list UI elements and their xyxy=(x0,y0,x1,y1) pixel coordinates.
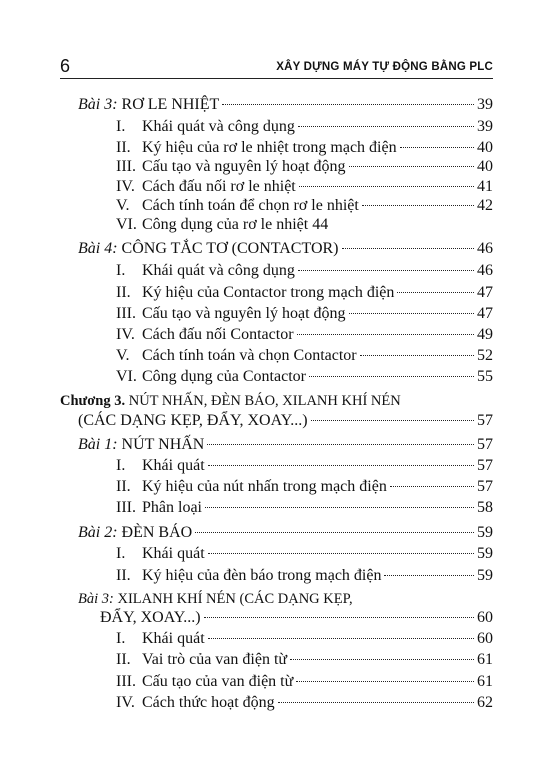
lesson-title: XILANH KHÍ NÉN (CÁC DẠNG KẸP, xyxy=(117,591,353,607)
page-ref: 47 xyxy=(477,284,493,301)
toc-item[interactable] xyxy=(116,347,493,365)
toc-lesson-3-cylinder-line2[interactable] xyxy=(100,609,493,627)
page-ref: 49 xyxy=(477,326,493,343)
toc-item[interactable] xyxy=(116,216,328,234)
toc-item[interactable] xyxy=(116,305,493,323)
toc-lesson-2-indicator-light[interactable] xyxy=(78,524,493,542)
page-ref: 52 xyxy=(477,347,493,364)
dot-leader xyxy=(290,659,474,660)
dot-leader xyxy=(207,444,474,445)
item-number: II. xyxy=(116,651,131,668)
toc-lesson-1-push-button[interactable] xyxy=(78,436,493,454)
item-number: I. xyxy=(116,118,126,135)
page-ref: 47 xyxy=(477,305,493,322)
dot-leader xyxy=(208,553,474,554)
lesson-title: RƠ LE NHIỆT xyxy=(121,96,220,113)
toc-lesson-3-cylinder-line1[interactable] xyxy=(78,591,353,608)
item-number: VI. xyxy=(116,368,137,385)
page-ref: 59 xyxy=(477,567,493,584)
toc-item[interactable] xyxy=(116,457,493,475)
item-number: III. xyxy=(116,673,136,690)
lesson-title-cont: ĐẨY, XOAY...) xyxy=(100,609,201,626)
page-ref: 57 xyxy=(477,457,493,474)
toc-item[interactable] xyxy=(116,178,493,196)
page-ref: 60 xyxy=(477,609,493,626)
page-ref: 61 xyxy=(477,673,493,690)
lesson-prefix: Bài 1: xyxy=(78,436,118,453)
toc-lesson-3-thermal-relay[interactable] xyxy=(78,96,493,114)
dot-leader xyxy=(309,376,474,377)
toc-item[interactable] xyxy=(116,673,493,691)
item-number: IV. xyxy=(116,694,135,711)
item-title: Khái quát và công dụng xyxy=(142,262,295,279)
item-title: Cách thức hoạt động xyxy=(142,694,275,711)
item-number: IV. xyxy=(116,178,135,195)
page-ref: 62 xyxy=(477,694,493,711)
page-ref: 55 xyxy=(477,368,493,385)
page-ref: 40 xyxy=(477,139,493,156)
toc-item[interactable] xyxy=(116,567,493,585)
toc-item[interactable] xyxy=(116,118,493,136)
running-header xyxy=(60,52,493,79)
dot-leader xyxy=(298,270,474,271)
item-number: IV. xyxy=(116,326,135,343)
dot-leader xyxy=(384,575,474,576)
chapter-prefix: Chương 3. xyxy=(60,393,126,409)
item-title: Vai trò của van điện từ xyxy=(142,651,288,668)
dot-leader xyxy=(349,313,474,314)
item-title: Khái quát và công dụng xyxy=(142,118,295,135)
dot-leader xyxy=(360,355,474,356)
lesson-title: ĐÈN BÁO xyxy=(121,524,193,541)
dot-leader xyxy=(296,681,474,682)
item-title: Cấu tạo và nguyên lý hoạt động xyxy=(142,305,346,322)
lesson-prefix: Bài 3: xyxy=(78,96,118,113)
lesson-prefix: Bài 3: xyxy=(78,591,114,607)
item-title: Khái quát xyxy=(142,457,205,474)
item-number: II. xyxy=(116,567,131,584)
page-ref: 59 xyxy=(477,524,493,541)
toc-item[interactable] xyxy=(116,545,493,563)
item-number: I. xyxy=(116,457,126,474)
item-title: Cấu tạo và nguyên lý hoạt động xyxy=(142,158,346,175)
page-ref: 39 xyxy=(477,96,493,113)
toc-chapter-3-line1[interactable] xyxy=(60,393,401,410)
book-title: XÂY DỰNG MÁY TỰ ĐỘNG BẰNG PLC xyxy=(276,61,493,73)
dot-leader xyxy=(297,334,474,335)
item-title: Phân loại xyxy=(142,499,202,516)
dot-leader xyxy=(362,205,474,206)
dot-leader xyxy=(278,702,474,703)
item-title: Khái quát xyxy=(142,545,205,562)
item-title: Ký hiệu của đèn báo trong mạch điện xyxy=(142,567,382,584)
dot-leader xyxy=(311,420,474,421)
toc-item[interactable] xyxy=(116,197,493,215)
page-ref: 40 xyxy=(477,158,493,175)
toc-item[interactable] xyxy=(116,139,493,157)
toc-item[interactable] xyxy=(116,499,493,517)
lesson-prefix: Bài 2: xyxy=(78,524,118,541)
toc-item[interactable] xyxy=(116,630,493,648)
item-number: I. xyxy=(116,545,126,562)
dot-leader xyxy=(342,248,475,249)
item-title: Cấu tạo của van điện từ xyxy=(142,673,294,690)
item-title: Cách đấu nối rơ le nhiệt xyxy=(142,178,296,195)
item-number: II. xyxy=(116,139,131,156)
chapter-title-cont: (CÁC DẠNG KẸP, ĐẨY, XOAY...) xyxy=(78,412,308,429)
item-number: V. xyxy=(116,197,130,214)
page-ref: 57 xyxy=(477,478,493,495)
toc-item[interactable] xyxy=(116,326,493,344)
item-number: II. xyxy=(116,284,131,301)
item-title: Ký hiệu của Contactor trong mạch điện xyxy=(142,284,395,301)
lesson-prefix: Bài 4: xyxy=(78,240,118,257)
page-ref: 60 xyxy=(477,630,493,647)
item-title: Công dụng của Contactor xyxy=(142,368,306,385)
item-title: Ký hiệu của rơ le nhiệt trong mạch điện xyxy=(142,139,397,156)
item-number: III. xyxy=(116,499,136,516)
dot-leader xyxy=(208,465,474,466)
toc-lesson-4-contactor[interactable] xyxy=(78,240,493,258)
toc-item[interactable] xyxy=(116,651,493,669)
item-number: I. xyxy=(116,630,126,647)
toc-item[interactable] xyxy=(116,478,493,496)
dot-leader xyxy=(390,486,474,487)
dot-leader xyxy=(195,532,474,533)
page-ref: 57 xyxy=(477,436,493,453)
dot-leader xyxy=(205,507,474,508)
page-ref: 46 xyxy=(477,240,493,257)
item-title: Khái quát xyxy=(142,630,205,647)
item-number: III. xyxy=(116,305,136,322)
page-ref: 58 xyxy=(477,499,493,516)
page-ref: 46 xyxy=(477,262,493,279)
page-ref: 39 xyxy=(477,118,493,135)
dot-leader xyxy=(349,166,474,167)
item-title: Cách tính toán và chọn Contactor xyxy=(142,347,357,364)
toc-item[interactable] xyxy=(116,284,493,302)
page-ref: 41 xyxy=(477,178,493,195)
page-number: 6 xyxy=(60,56,71,76)
toc-item[interactable] xyxy=(116,262,493,280)
toc-item[interactable] xyxy=(116,158,493,176)
lesson-title: CÔNG TẮC TƠ (CONTACTOR) xyxy=(121,240,339,257)
chapter-title: NÚT NHẤN, ĐÈN BÁO, XILANH KHÍ NÉN xyxy=(128,393,401,409)
dot-leader xyxy=(298,126,474,127)
page-ref: 57 xyxy=(477,412,493,429)
toc-item[interactable] xyxy=(116,368,493,386)
toc-chapter-3-line2[interactable] xyxy=(78,412,493,430)
dot-leader xyxy=(208,638,474,639)
item-number: I. xyxy=(116,262,126,279)
dot-leader xyxy=(299,186,474,187)
item-title: Cách đấu nối Contactor xyxy=(142,326,294,343)
item-title: Cách tính toán để chọn rơ le nhiệt xyxy=(142,197,359,214)
toc-item[interactable] xyxy=(116,694,493,712)
item-number: II. xyxy=(116,478,131,495)
item-title: Công dụng của rơ le nhiệt 44 xyxy=(142,216,329,233)
page-ref: 61 xyxy=(477,651,493,668)
dot-leader xyxy=(222,104,474,105)
item-number: III. xyxy=(116,158,136,175)
item-number: V. xyxy=(116,347,130,364)
item-title: Ký hiệu của nút nhấn trong mạch điện xyxy=(142,478,387,495)
page-ref: 59 xyxy=(477,545,493,562)
dot-leader xyxy=(204,617,474,618)
dot-leader xyxy=(400,147,474,148)
item-number: VI. xyxy=(116,216,137,233)
lesson-title: NÚT NHẤN xyxy=(121,436,205,453)
dot-leader xyxy=(397,292,474,293)
page-ref: 42 xyxy=(477,197,493,214)
